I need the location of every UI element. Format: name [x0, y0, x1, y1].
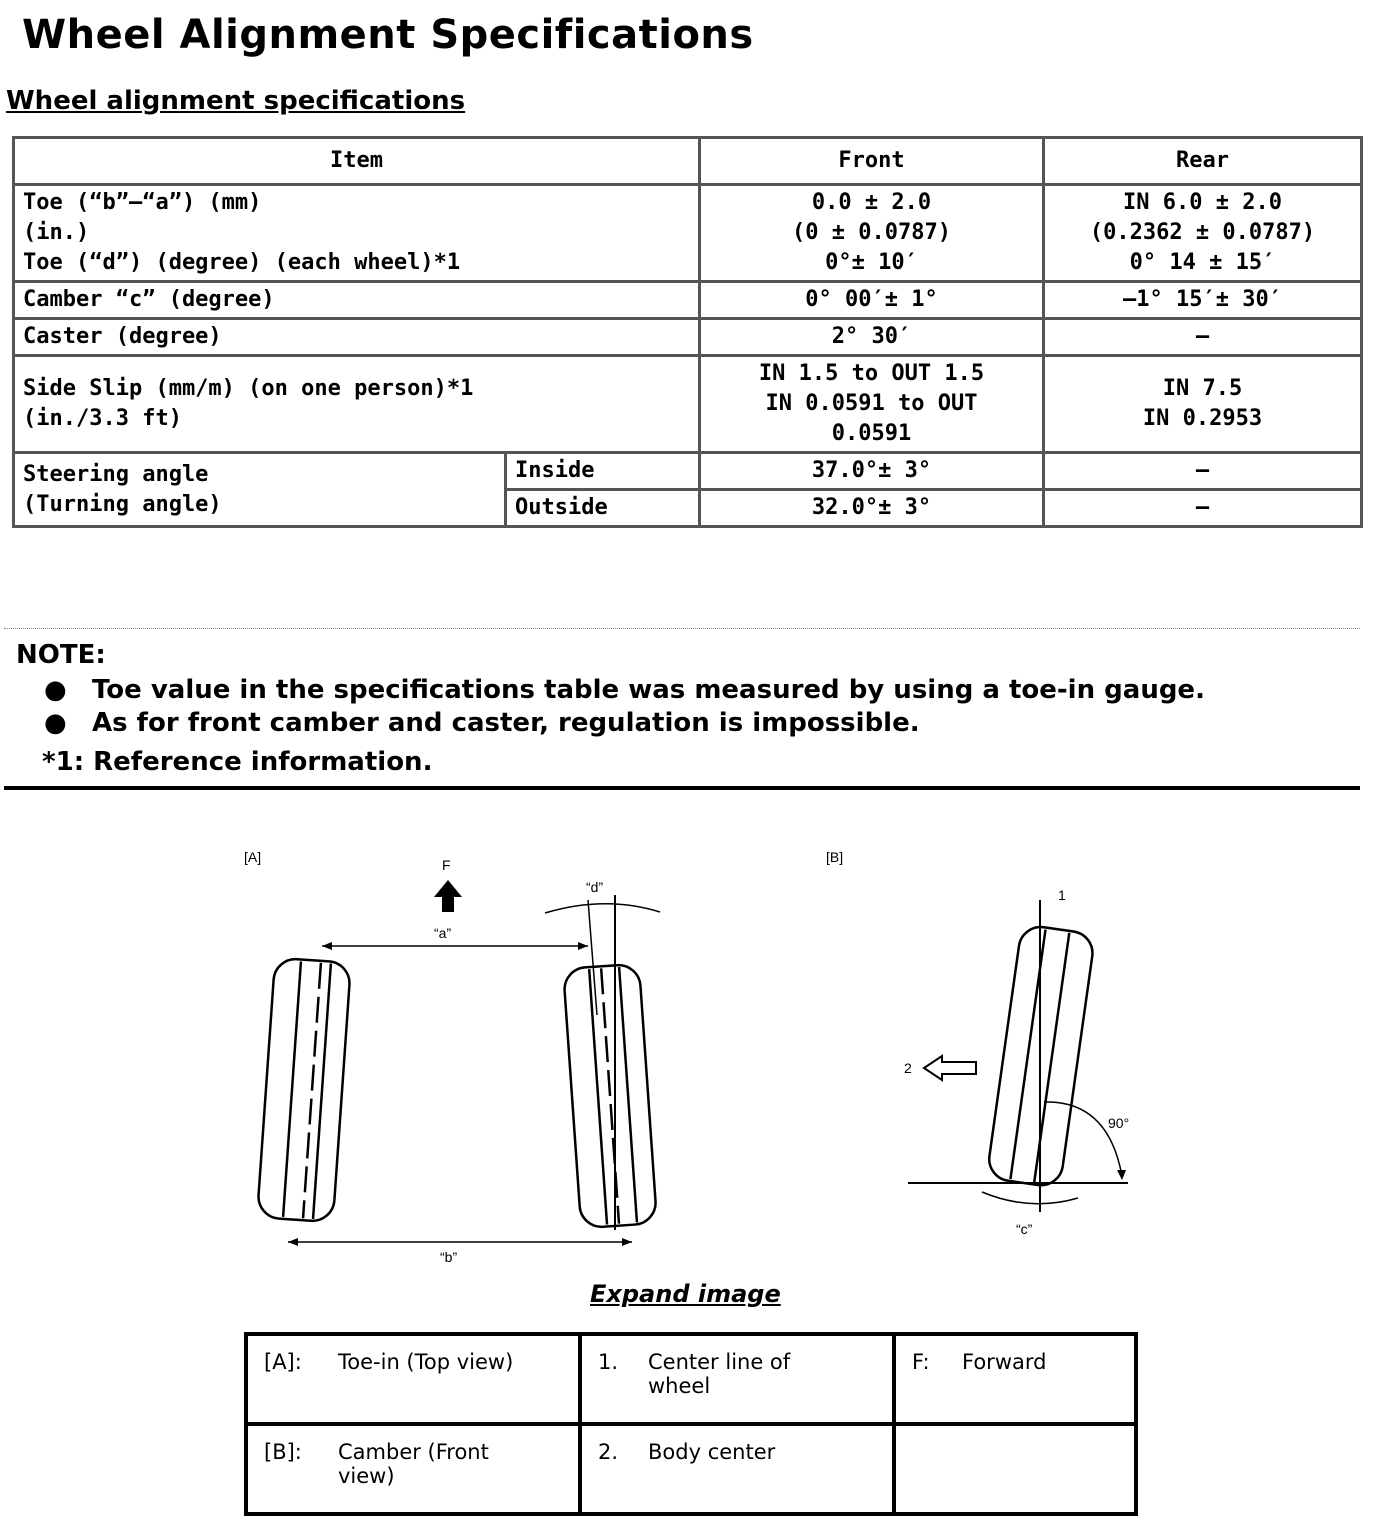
callout-2: 2 [904, 1060, 912, 1076]
header-front: Front [700, 138, 1044, 185]
toe-angle-arc [545, 904, 660, 913]
right-wheel [563, 964, 657, 1229]
left-wheel [257, 958, 351, 1223]
forward-arrow-icon [434, 880, 462, 912]
toe-front-line: 0°± 10′ [825, 250, 918, 275]
legend-label: F: [912, 1350, 930, 1374]
legend-text: Body center [648, 1440, 776, 1464]
dim-a-label: “a” [434, 925, 452, 941]
legend-label: [A]: [264, 1350, 302, 1374]
expand-image-link[interactable]: Expand image [590, 1280, 781, 1308]
toe-item [14, 185, 700, 282]
note-reference: *1: Reference information. [42, 747, 433, 777]
note-item [16, 707, 1360, 740]
note-item-text: As for front camber and caster, regulation is impossible. [92, 708, 920, 738]
toe-front [700, 185, 1044, 282]
legend-row [246, 1424, 1136, 1514]
legend-cell [246, 1334, 580, 1424]
row-side-slip [14, 356, 1362, 453]
row-toe [14, 185, 1362, 282]
note-item [16, 674, 1360, 707]
specifications-table [12, 136, 1363, 528]
bullet-icon: ● [44, 708, 67, 738]
side-slip-item [14, 356, 700, 453]
note-item-text: Toe value in the specifications table was measured by using a toe-in gauge. [92, 675, 1205, 705]
toe-front-line: (0 ± 0.0787) [792, 220, 951, 245]
steering-outside-label: Outside [506, 490, 700, 527]
side-slip-front-line: IN 1.5 to OUT 1.5 [758, 361, 985, 386]
dim-c-label: “c” [1016, 1221, 1033, 1237]
legend-table [244, 1332, 1138, 1516]
dim-b-label: “b” [440, 1249, 458, 1265]
row-camber [14, 282, 1362, 319]
camber-angle-arc [982, 1192, 1078, 1204]
legend-cell [246, 1424, 580, 1514]
alignment-diagram [0, 830, 1376, 1270]
legend-text: Forward [962, 1350, 1047, 1374]
page-title: Wheel Alignment Specifications [22, 12, 754, 58]
side-slip-front-line: 0.0591 [831, 421, 912, 446]
dotted-divider [4, 628, 1360, 629]
side-slip-front [700, 356, 1044, 453]
steering-inside-rear: — [1044, 453, 1362, 490]
legend-cell [580, 1424, 894, 1514]
steering-item [14, 453, 506, 527]
header-item: Item [14, 138, 700, 185]
legend-cell [894, 1334, 1136, 1424]
legend-row [246, 1334, 1136, 1424]
side-slip-front-line: IN 0.0591 to OUT [765, 391, 978, 416]
body-center-arrow-icon [924, 1056, 976, 1080]
caster-item: Caster (degree) [14, 319, 700, 356]
legend-text: Camber (Front view) [338, 1440, 489, 1488]
side-slip-rear [1044, 356, 1362, 453]
caster-rear: — [1044, 319, 1362, 356]
figure-label-b: [B] [826, 849, 844, 865]
side-slip-item-line: Side Slip (mm/m) (on one person)*1 [23, 376, 474, 401]
figure-label-a: [A] [244, 849, 262, 865]
toe-item-line: Toe (“d”) (degree) (each wheel)*1 [23, 250, 461, 275]
toe-rear-line: IN 6.0 ± 2.0 [1123, 190, 1282, 215]
steering-inside-label: Inside [506, 453, 700, 490]
steering-outside-front: 32.0°± 3° [700, 490, 1044, 527]
legend-label: 2. [598, 1440, 619, 1464]
right-angle-arrow [1117, 1170, 1126, 1180]
section-divider [4, 786, 1360, 790]
side-slip-rear-line: IN 0.2953 [1142, 406, 1263, 431]
toe-rear-line: 0° 14 ± 15′ [1129, 250, 1276, 275]
header-rear: Rear [1044, 138, 1362, 185]
right-angle-arc [1044, 1102, 1122, 1176]
wheel-centerline [588, 900, 597, 1015]
legend-text: Center line of wheel [648, 1350, 791, 1398]
legend-cell [580, 1334, 894, 1424]
forward-label: F [442, 857, 451, 873]
legend-label: [B]: [264, 1440, 302, 1464]
callout-1: 1 [1058, 887, 1066, 903]
side-slip-item-line: (in./3.3 ft) [23, 406, 182, 431]
section-heading: Wheel alignment specifications [6, 86, 466, 116]
row-caster [14, 319, 1362, 356]
header-row [14, 138, 1362, 185]
note-label: NOTE: [16, 640, 106, 670]
toe-item-line: Toe (“b”–“a”) (mm) [23, 190, 262, 215]
toe-rear-line: (0.2362 ± 0.0787) [1089, 220, 1316, 245]
steering-inside-front: 37.0°± 3° [700, 453, 1044, 490]
legend-text: Toe-in (Top view) [338, 1350, 514, 1374]
angle-90-label: 90° [1108, 1115, 1130, 1131]
dim-d-label: “d” [586, 879, 604, 895]
steering-item-line: Steering angle [23, 461, 209, 487]
toe-item-line: (in.) [23, 220, 90, 245]
legend-label: 1. [598, 1350, 619, 1374]
steering-item-line: (Turning angle) [23, 491, 222, 517]
steering-outside-rear: — [1044, 490, 1362, 527]
camber-front: 0° 00′± 1° [700, 282, 1044, 319]
camber-rear: –1° 15′± 30′ [1044, 282, 1362, 319]
camber-item: Camber “c” (degree) [14, 282, 700, 319]
toe-front-line: 0.0 ± 2.0 [811, 190, 932, 215]
toe-rear [1044, 185, 1362, 282]
side-slip-rear-line: IN 7.5 [1162, 376, 1243, 401]
row-steering-inside [14, 453, 1362, 490]
caster-front: 2° 30′ [700, 319, 1044, 356]
note-block [16, 640, 1360, 779]
bullet-icon: ● [44, 675, 67, 705]
legend-cell [894, 1424, 1136, 1514]
